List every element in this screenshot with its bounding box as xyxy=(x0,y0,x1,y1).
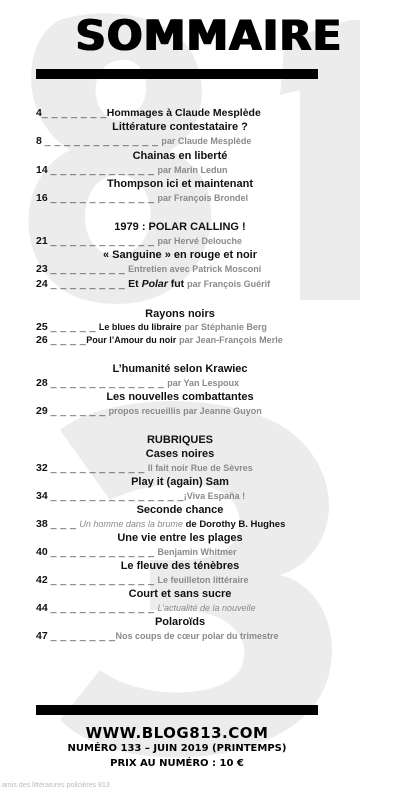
article-title: Littérature contestataire ? xyxy=(112,121,248,133)
toc-row: 8 _ _ _ _ _ _ _ _ _ _ _ _ par Claude Mesplède xyxy=(36,135,252,147)
website-url: WWW.BLOG813.COM xyxy=(85,724,269,742)
section-title: 1979 : POLAR CALLING ! xyxy=(114,221,246,233)
bottom-rule xyxy=(36,705,318,715)
toc-row: 21 _ _ _ _ _ _ _ _ _ _ _ par Hervé Delouche xyxy=(36,235,242,247)
publisher-credit: amis des littératures policières 813 xyxy=(2,782,110,789)
rubriques-heading: RUBRIQUES xyxy=(146,434,213,446)
toc-row: 14 _ _ _ _ _ _ _ _ _ _ _ par Marin Ledun xyxy=(36,164,228,176)
toc-row: 16 _ _ _ _ _ _ _ _ _ _ _ par François Brondel xyxy=(36,192,248,204)
toc-row: 29 _ _ _ _ _ _ propos recueillis par Jeanne Guyon xyxy=(36,405,262,417)
toc-row: 23 _ _ _ _ _ _ _ _ Entretien avec Patrick Mosconi xyxy=(36,263,262,275)
toc-row: 38 _ _ _ Un homme dans la brume de Dorothy B. Hughes xyxy=(36,518,286,530)
article-title: Polaroïds xyxy=(154,616,206,628)
article-title: Thompson ici et maintenant xyxy=(106,178,254,190)
toc-row: 26 _ _ _ _Pour l’Amour du noir par Jean-François Merle xyxy=(36,334,283,346)
toc-row: 47 _ _ _ _ _ _ _Nos coups de cœur polar du trimestre xyxy=(36,630,279,642)
toc-row: 40 _ _ _ _ _ _ _ _ _ _ _ Benjamin Whitmer xyxy=(36,546,237,558)
toc-row: 24 _ _ _ _ _ _ _ _ Et Polar fut par François Guérif xyxy=(36,278,271,290)
toc-row: 44 _ _ _ _ _ _ _ _ _ _ _ L’actualité de la nouvelle xyxy=(36,602,256,614)
toc-row: 42 _ _ _ _ _ _ _ _ _ _ _ Le feuilleton littéraire xyxy=(36,574,249,586)
article-title: Court et sans sucre xyxy=(128,588,232,600)
toc-row: 28 _ _ _ _ _ _ _ _ _ _ _ _ par Yan Lespoux xyxy=(36,377,240,389)
article-title: Une vie entre les plages xyxy=(117,532,243,544)
section-title: Rayons noirs xyxy=(145,308,215,320)
article-title: Le fleuve des ténèbres xyxy=(120,560,240,572)
top-rule xyxy=(36,69,318,79)
toc-row: 25 _ _ _ _ _ Le blues du libraire par Stéphanie Berg xyxy=(36,321,267,333)
article-title: « Sanguine » en rouge et noir xyxy=(102,249,258,261)
toc-row: 4_ _ _ _ _ _ _Hommages à Claude Mesplède xyxy=(36,107,261,119)
toc-row: 32 _ _ _ _ _ _ _ _ _ _ Il fait noir Rue de Sèvres xyxy=(36,462,253,474)
issue-info: NUMÉRO 133 – JUIN 2019 (PRINTEMPS) xyxy=(67,743,287,754)
price-info: PRIX AU NUMÉRO : 10 € xyxy=(110,758,244,769)
article-title: Chainas en liberté xyxy=(132,150,228,162)
article-title: Seconde chance xyxy=(136,504,224,516)
page-title: SOMMAIRE xyxy=(75,11,343,60)
toc-row: 34 _ _ _ _ _ _ _ _ _ _ _ _ _ _¡Viva España ! xyxy=(36,490,246,502)
article-title: Les nouvelles combattantes xyxy=(106,391,254,403)
article-title: Cases noires xyxy=(145,448,215,460)
article-title: Play it (again) Sam xyxy=(131,476,229,488)
article-title: L’humanité selon Krawiec xyxy=(112,363,248,375)
